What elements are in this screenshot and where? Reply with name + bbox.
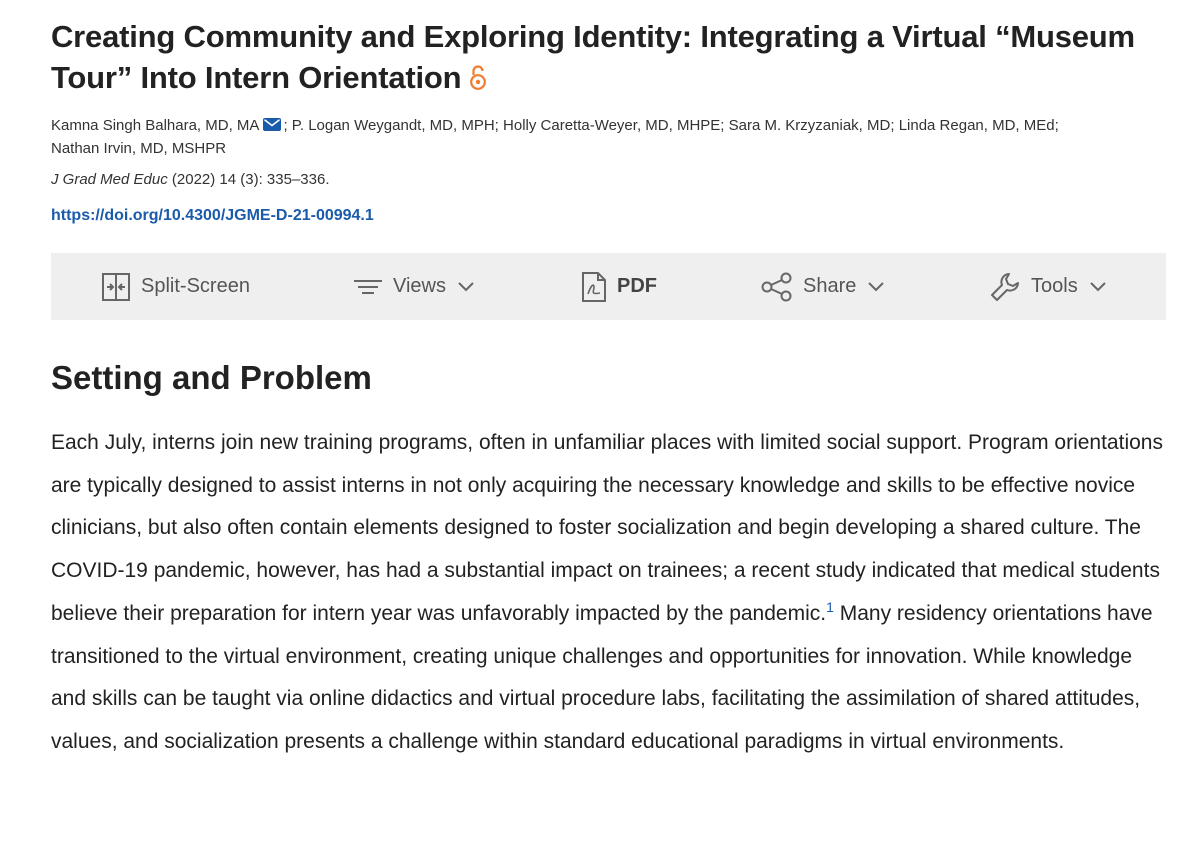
- author-link[interactable]: P. Logan Weygandt, MD, MPH: [291, 117, 495, 134]
- share-label: Share: [803, 275, 857, 297]
- section-heading: Setting and Problem: [51, 359, 372, 396]
- article-toolbar: [51, 253, 1166, 320]
- reference-link[interactable]: 1: [826, 598, 834, 615]
- paragraph-text: Many residency orientations have transitioned to the virtual environment, creating unique challenges and opportunities for innovation. While knowledge and skills can be taught via online didactics and virtual procedure labs, facilitating the assimilation of shared attitudes, values, and socialization presents a challenge within standard educational paradigms in virtual environments.: [51, 601, 1153, 753]
- pdf-label: PDF: [617, 275, 657, 297]
- author-separator: ;: [494, 117, 504, 134]
- wrench-icon: [989, 271, 1021, 303]
- author-link[interactable]: Linda Regan, MD, MEd: [898, 117, 1055, 134]
- author-separator: ;: [1054, 117, 1059, 134]
- pdf-button[interactable]: [581, 253, 657, 320]
- journal-name: J Grad Med Educ: [51, 171, 168, 188]
- author-separator: ;: [890, 117, 899, 134]
- split-screen-icon: [101, 272, 131, 302]
- author-link[interactable]: Sara M. Krzyzaniak, MD: [728, 117, 891, 134]
- paragraph-text: Each July, interns join new training programs, often in unfamiliar places with limited social support. Program orientations are typically designed to assist interns in not only acquiring the necessary knowledge and skills to be effective novice clinicians, but also often contain elements designed to foster socialization and begin developing a shared culture. The COVID-19 pandemic, however, has had a substantial impact on trainees; a recent study indicated that medical students believe their preparation for intern year was unfavorably impacted by the pandemic.: [51, 431, 1163, 625]
- citation-details: (2022) 14 (3): 335–336.: [167, 171, 330, 188]
- author-separator: ;: [283, 117, 292, 134]
- views-dropdown[interactable]: [353, 253, 474, 320]
- list-lines-icon: [353, 275, 383, 299]
- author-separator: ;: [720, 117, 729, 134]
- share-icon: [761, 272, 793, 302]
- author-link[interactable]: Nathan Irvin, MD, MSHPR: [51, 140, 227, 157]
- article-page: [51, 0, 1166, 753]
- doi-link[interactable]: https://doi.org/10.4300/JGME-D-21-00994.1: [51, 207, 374, 224]
- article-title: [51, 16, 1166, 101]
- open-access-lock-icon: [469, 60, 487, 101]
- chevron-down-icon: [1090, 282, 1106, 292]
- article-title-text: Creating Community and Exploring Identity: Integrating a Virtual “Museum Tour” Into Intern Orientation: [51, 19, 1135, 95]
- views-label: Views: [393, 275, 446, 297]
- author-list: [51, 115, 1151, 160]
- tools-label: Tools: [1031, 275, 1078, 297]
- share-dropdown[interactable]: [761, 253, 884, 320]
- section-paragraph: [51, 422, 1166, 764]
- tools-dropdown[interactable]: [989, 253, 1106, 320]
- split-screen-button[interactable]: [101, 253, 250, 320]
- chevron-down-icon: [458, 282, 474, 292]
- pdf-file-icon: [581, 271, 607, 303]
- author-link[interactable]: Holly Caretta-Weyer, MD, MHPE: [503, 117, 721, 134]
- envelope-icon[interactable]: [263, 116, 281, 138]
- citation: [51, 169, 1166, 191]
- author-link[interactable]: Kamna Singh Balhara, MD, MA: [51, 117, 260, 134]
- split-screen-label: Split-Screen: [141, 275, 250, 297]
- chevron-down-icon: [868, 282, 884, 292]
